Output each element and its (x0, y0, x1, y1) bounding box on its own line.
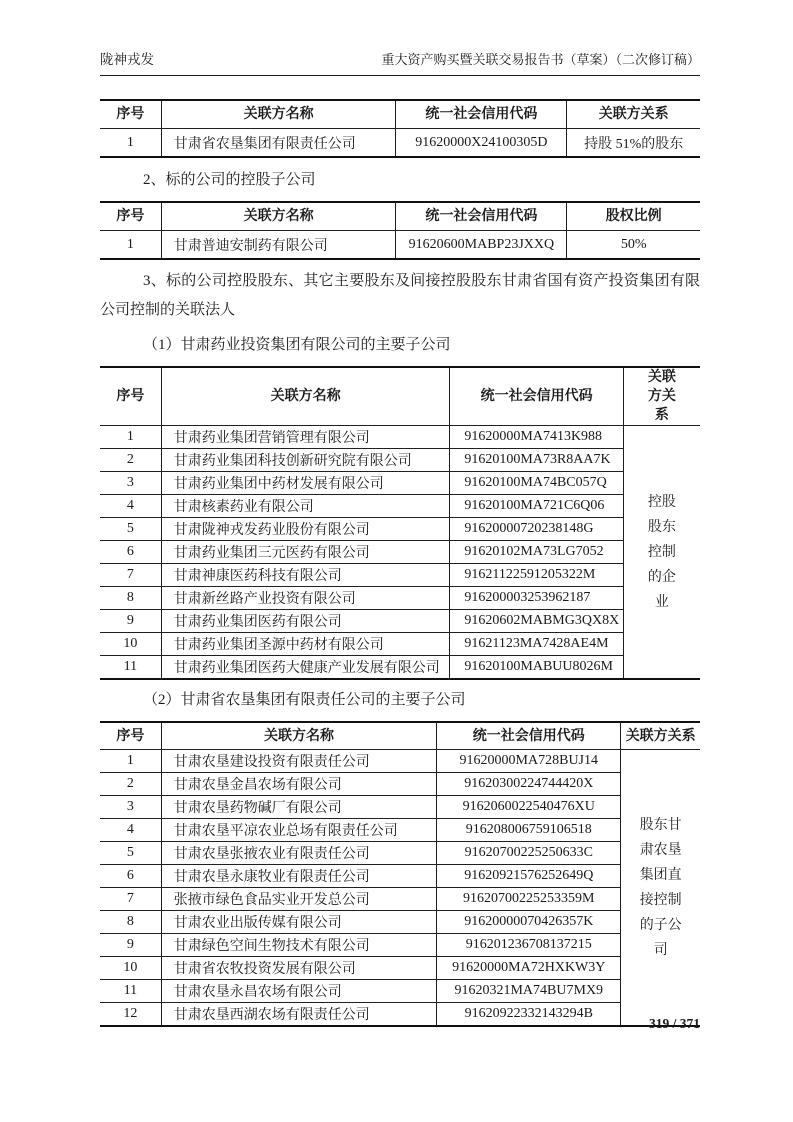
table-cell: 91620922332143294B (437, 1003, 621, 1027)
column-header: 关联方名称 (161, 367, 450, 426)
table-cell: 甘肃农垦药物碱厂有限公司 (161, 796, 436, 819)
table-cell: 甘肃农垦永康牧业有限责任公司 (161, 865, 436, 888)
table-row (100, 495, 700, 518)
table-cell: 2 (100, 449, 161, 472)
table-row (100, 750, 700, 773)
table-cell: 甘肃陇神戎发药业股份有限公司 (161, 518, 450, 541)
table-cell: 91620300224744420X (437, 773, 621, 796)
table-cell: 91620921576252649Q (437, 865, 621, 888)
table-cell: 甘肃核素药业有限公司 (161, 495, 450, 518)
table-cell: 甘肃药业集团科技创新研究院有限公司 (161, 449, 450, 472)
table-row (100, 842, 700, 865)
header-right-title: 重大资产购买暨关联交易报告书（草案）（二次修订稿） (381, 52, 700, 67)
column-header: 序号 (100, 722, 161, 750)
table-cell: 9 (100, 610, 161, 633)
table-cell: 91620000MA7413K988 (450, 426, 623, 449)
column-header: 统一社会信用代码 (437, 722, 621, 750)
table-cell: 4 (100, 819, 161, 842)
table-cell: 5 (100, 518, 161, 541)
table-cell: 916208006759106518 (437, 819, 621, 842)
table-cell: 9162060022540476XU (437, 796, 621, 819)
table-cell: 7 (100, 564, 161, 587)
table-cell: 4 (100, 495, 161, 518)
table-cell: 甘肃神康医药科技有限公司 (161, 564, 450, 587)
table-cell: 甘肃绿色空间生物技术有限公司 (161, 934, 436, 957)
table-cell: 10 (100, 957, 161, 980)
table-cell: 10 (100, 633, 161, 656)
table-cell: 916201236708137215 (437, 934, 621, 957)
table-cell: 12 (100, 1003, 161, 1027)
table-cell: 甘肃药业集团营销管理有限公司 (161, 426, 450, 449)
column-header: 统一社会信用代码 (450, 367, 623, 426)
table-cell: 甘肃农垦金昌农场有限公司 (161, 773, 436, 796)
table-cell: 甘肃农垦永昌农场有限公司 (161, 980, 436, 1003)
table-cell: 1 (100, 129, 161, 158)
pharma-group-subsidiaries-table (100, 366, 700, 680)
page-header (100, 52, 700, 76)
table-cell: 91620000070426357K (437, 911, 621, 934)
table-row (100, 610, 700, 633)
column-header: 序号 (100, 367, 161, 426)
table-row (100, 934, 700, 957)
page-number: 319 / 371 (648, 1016, 700, 1031)
table-row (100, 518, 700, 541)
table-row (100, 231, 700, 260)
table-cell: 甘肃新丝路产业投资有限公司 (161, 587, 450, 610)
table-cell: 91620700225253359M (437, 888, 621, 911)
table-cell: 6 (100, 541, 161, 564)
table-header-row (100, 100, 700, 129)
table-row (100, 587, 700, 610)
table-cell: 持股 51%的股东 (567, 129, 700, 158)
subsection-heading-1: （1）甘肃药业投资集团有限公司的主要子公司 (143, 337, 451, 353)
table-cell: 1 (100, 426, 161, 449)
table-cell: 9 (100, 934, 161, 957)
table-cell: 91620602MABMG3QX8X (450, 610, 623, 633)
table-cell: 11 (100, 656, 161, 680)
table-cell: 91620000720238148G (450, 518, 623, 541)
table-cell: 91621123MA7428AE4M (450, 633, 623, 656)
table-row (100, 957, 700, 980)
table-cell: 6 (100, 865, 161, 888)
table-cell: 91620000MA72HXKW3Y (437, 957, 621, 980)
table-row (100, 773, 700, 796)
table-cell: 3 (100, 796, 161, 819)
table-cell: 1 (100, 750, 161, 773)
table-row (100, 449, 700, 472)
column-header: 关联方关系 (567, 100, 700, 129)
table-row (100, 865, 700, 888)
table-cell: 91620100MABUU8026M (450, 656, 623, 680)
column-header: 序号 (100, 100, 161, 129)
table-cell: 91620102MA73LG7052 (450, 541, 623, 564)
subsection-heading-2: （2）甘肃省农垦集团有限责任公司的主要子公司 (143, 692, 466, 708)
table-cell: 甘肃药业集团医药大健康产业发展有限公司 (161, 656, 450, 680)
table-cell: 91620100MA721C6Q06 (450, 495, 623, 518)
table-header-row (100, 722, 700, 750)
table-row (100, 564, 700, 587)
controlled-subsidiary-table (100, 201, 700, 260)
column-header: 统一社会信用代码 (396, 100, 567, 129)
table-cell: 91620000X24100305D (396, 129, 567, 158)
header-left-title: 陇神戎发 (100, 52, 154, 67)
table-header-row (100, 202, 700, 231)
column-header: 关联方名称 (161, 100, 396, 129)
table-cell: 91620700225250633C (437, 842, 621, 865)
section-heading-3: 3、标的公司控股股东、其它主要股东及间接控股股东甘肃省国有资产投资集团有限公司控制的关联法人 (100, 273, 700, 318)
table-cell: 1 (100, 231, 161, 260)
table-cell: 7 (100, 888, 161, 911)
table-cell: 甘肃省农牧投资发展有限公司 (161, 957, 436, 980)
table-cell: 50% (567, 231, 700, 260)
table-cell: 91620000MA728BUJ14 (437, 750, 621, 773)
table-cell: 916200003253962187 (450, 587, 623, 610)
merged-relation-cell: 股东甘肃农垦集团直接控制的子公司 (621, 750, 700, 1027)
table-row (100, 129, 700, 158)
table-row (100, 1003, 700, 1027)
table-cell: 3 (100, 472, 161, 495)
table-row (100, 888, 700, 911)
table-cell: 甘肃药业集团医药有限公司 (161, 610, 450, 633)
table-cell: 甘肃药业集团三元医药有限公司 (161, 541, 450, 564)
table-cell: 甘肃药业集团中药材发展有限公司 (161, 472, 450, 495)
table-cell: 8 (100, 911, 161, 934)
table-cell: 甘肃农垦建设投资有限责任公司 (161, 750, 436, 773)
column-header: 关联方关系 (623, 367, 700, 426)
table-row (100, 472, 700, 495)
table-cell: 91620100MA74BC057Q (450, 472, 623, 495)
table-row (100, 541, 700, 564)
table-row (100, 796, 700, 819)
column-header: 统一社会信用代码 (396, 202, 567, 231)
table-cell: 张掖市绿色食品实业开发总公司 (161, 888, 436, 911)
table-row (100, 426, 700, 449)
table-row (100, 633, 700, 656)
table-cell: 5 (100, 842, 161, 865)
section-heading-2: 2、标的公司的控股子公司 (143, 172, 316, 188)
table-cell: 91621122591205322M (450, 564, 623, 587)
merged-relation-cell: 控股股东控制的企业 (623, 426, 700, 680)
table-cell: 甘肃省农垦集团有限责任公司 (161, 129, 396, 158)
table-cell: 91620600MABP23JXXQ (396, 231, 567, 260)
table-row (100, 656, 700, 680)
table-cell: 91620100MA73R8AA7K (450, 449, 623, 472)
column-header: 关联方名称 (161, 722, 436, 750)
column-header: 关联方关系 (621, 722, 700, 750)
table-row (100, 819, 700, 842)
column-header: 股权比例 (567, 202, 700, 231)
table-cell: 8 (100, 587, 161, 610)
table-cell: 甘肃农垦西湖农场有限责任公司 (161, 1003, 436, 1027)
controlling-shareholder-table (100, 99, 700, 158)
table-cell: 甘肃普迪安制药有限公司 (161, 231, 396, 260)
table-row (100, 980, 700, 1003)
table-cell: 甘肃农垦张掖农业有限责任公司 (161, 842, 436, 865)
column-header: 关联方名称 (161, 202, 396, 231)
table-cell: 2 (100, 773, 161, 796)
table-cell: 甘肃药业集团圣源中药材有限公司 (161, 633, 450, 656)
table-cell: 甘肃农业出版传媒有限公司 (161, 911, 436, 934)
table-header-row (100, 367, 700, 426)
table-cell: 甘肃农垦平凉农业总场有限责任公司 (161, 819, 436, 842)
table-row (100, 911, 700, 934)
nongken-group-subsidiaries-table (100, 721, 700, 1027)
table-cell: 11 (100, 980, 161, 1003)
table-cell: 91620321MA74BU7MX9 (437, 980, 621, 1003)
column-header: 序号 (100, 202, 161, 231)
